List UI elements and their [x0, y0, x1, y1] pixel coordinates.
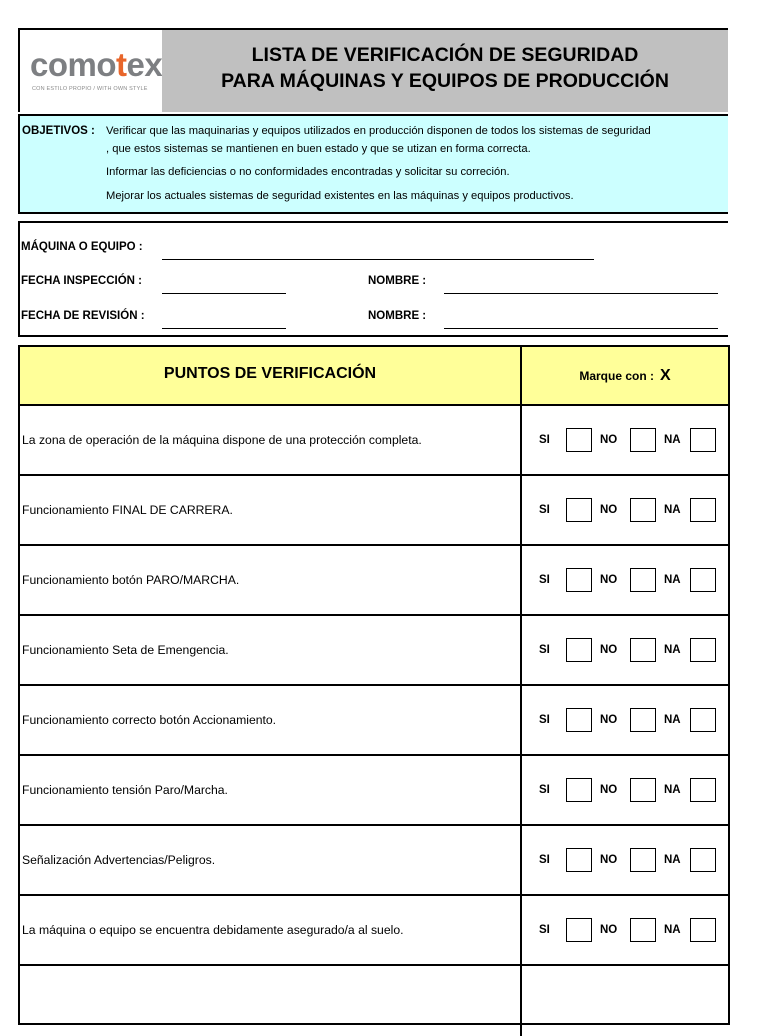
option-label-si: SI	[539, 504, 550, 516]
option-label-na: NA	[664, 504, 681, 516]
document-header	[18, 28, 728, 112]
option-label-na: NA	[664, 784, 681, 796]
checklist-row	[20, 546, 728, 616]
checklist-row	[20, 756, 728, 826]
checkbox-si[interactable]	[566, 428, 592, 452]
machine-field[interactable]	[162, 259, 594, 260]
checkbox-no[interactable]	[630, 428, 656, 452]
checkbox-no[interactable]	[630, 638, 656, 662]
revision-name-field[interactable]	[444, 328, 718, 329]
checkbox-na[interactable]	[690, 708, 716, 732]
checklist-row-empty	[20, 966, 728, 1036]
column-divider	[520, 966, 522, 1036]
objective-line: Verificar que las maquinarias y equipos utilizados en producción disponen de todos los sistemas de seguridad	[106, 125, 651, 137]
checkbox-na[interactable]	[690, 638, 716, 662]
checkbox-si[interactable]	[566, 918, 592, 942]
checklist-row	[20, 476, 728, 546]
company-logo	[20, 30, 163, 112]
checkbox-no[interactable]	[630, 918, 656, 942]
checklist-item-text: La zona de operación de la máquina dispone de una protección completa.	[22, 433, 422, 447]
option-label-no: NO	[600, 644, 618, 656]
option-label-si: SI	[539, 784, 550, 796]
column-divider	[520, 546, 522, 614]
option-label-no: NO	[600, 924, 618, 936]
document-title	[162, 30, 728, 112]
machine-info-section	[18, 221, 728, 337]
mark-x-symbol: X	[660, 367, 671, 384]
checklist-item-text: Funcionamiento tensión Paro/Marcha.	[22, 783, 228, 797]
checklist-row	[20, 896, 728, 966]
checkbox-si[interactable]	[566, 568, 592, 592]
column-divider	[520, 406, 522, 474]
revision-date-field[interactable]	[162, 328, 286, 329]
revision-name-label: NOMBRE :	[368, 310, 427, 322]
option-label-si: SI	[539, 644, 550, 656]
checkbox-no[interactable]	[630, 778, 656, 802]
title-line-2: PARA MÁQUINAS Y EQUIPOS DE PRODUCCIÓN	[221, 70, 669, 92]
checkbox-na[interactable]	[690, 568, 716, 592]
column-divider	[520, 686, 522, 754]
objective-line: Mejorar los actuales sistemas de seguridad existentes en las máquinas y equipos productivos.	[106, 190, 574, 202]
checkbox-no[interactable]	[630, 708, 656, 732]
checklist-item-text: Funcionamiento botón PARO/MARCHA.	[22, 573, 240, 587]
option-label-na: NA	[664, 434, 681, 446]
objectives-section	[18, 114, 728, 214]
checklist-item-text: Funcionamiento correcto botón Accionamiento.	[22, 713, 277, 727]
column-divider	[520, 826, 522, 894]
inspection-date-field[interactable]	[162, 293, 286, 294]
checkbox-na[interactable]	[690, 848, 716, 872]
objective-line: , que estos sistemas se mantienen en buen estado y que se utizan en forma correcta.	[106, 143, 531, 155]
column-divider	[520, 476, 522, 544]
column-divider	[520, 616, 522, 684]
checkbox-na[interactable]	[690, 778, 716, 802]
checklist-row	[20, 826, 728, 896]
logo-wordmark: comotex	[30, 46, 163, 83]
inspection-date-label: FECHA INSPECCIÓN :	[21, 275, 142, 287]
checklist-item-text: La máquina o equipo se encuentra debidamente asegurado/a al suelo.	[22, 923, 404, 937]
option-label-no: NO	[600, 434, 618, 446]
checkbox-si[interactable]	[566, 498, 592, 522]
checklist-table	[18, 345, 730, 1025]
option-label-na: NA	[664, 574, 681, 586]
option-label-si: SI	[539, 574, 550, 586]
checkbox-no[interactable]	[630, 848, 656, 872]
option-label-no: NO	[600, 784, 618, 796]
checkbox-si[interactable]	[566, 848, 592, 872]
inspection-name-field[interactable]	[444, 293, 718, 294]
option-label-no: NO	[600, 854, 618, 866]
option-label-no: NO	[600, 714, 618, 726]
checklist-item-text: Señalización Advertencias/Peligros.	[22, 853, 216, 867]
checklist-item-text: Funcionamiento Seta de Emengencia.	[22, 643, 229, 657]
checklist-row	[20, 616, 728, 686]
checklist-row	[20, 406, 728, 476]
checklist-header-mark: Marque con : X	[522, 347, 728, 406]
option-label-na: NA	[664, 854, 681, 866]
logo-tagline: CON ESTILO PROPIO / WITH OWN STYLE	[32, 86, 148, 92]
checklist-header-points: PUNTOS DE VERIFICACIÓN	[20, 347, 522, 406]
machine-label: MÁQUINA O EQUIPO :	[21, 241, 143, 253]
checklist-item-text: Funcionamiento FINAL DE CARRERA.	[22, 503, 233, 517]
option-label-si: SI	[539, 434, 550, 446]
checkbox-na[interactable]	[690, 428, 716, 452]
title-line-1: LISTA DE VERIFICACIÓN DE SEGURIDAD	[251, 44, 639, 66]
option-label-si: SI	[539, 924, 550, 936]
option-label-no: NO	[600, 574, 618, 586]
checkbox-si[interactable]	[566, 708, 592, 732]
revision-date-label: FECHA DE REVISIÓN :	[21, 310, 145, 322]
checkbox-si[interactable]	[566, 638, 592, 662]
option-label-no: NO	[600, 504, 618, 516]
objective-line: Informar las deficiencias o no conformidades encontradas y solicitar su correción.	[106, 166, 510, 178]
checkbox-si[interactable]	[566, 778, 592, 802]
option-label-si: SI	[539, 714, 550, 726]
column-divider	[520, 756, 522, 824]
objectives-label: OBJETIVOS :	[22, 125, 95, 137]
checklist-row	[20, 686, 728, 756]
checkbox-na[interactable]	[690, 918, 716, 942]
checkbox-na[interactable]	[690, 498, 716, 522]
checkbox-no[interactable]	[630, 568, 656, 592]
option-label-na: NA	[664, 644, 681, 656]
column-divider	[520, 896, 522, 964]
checkbox-no[interactable]	[630, 498, 656, 522]
option-label-na: NA	[664, 714, 681, 726]
inspection-name-label: NOMBRE :	[368, 275, 427, 287]
option-label-si: SI	[539, 854, 550, 866]
option-label-na: NA	[664, 924, 681, 936]
